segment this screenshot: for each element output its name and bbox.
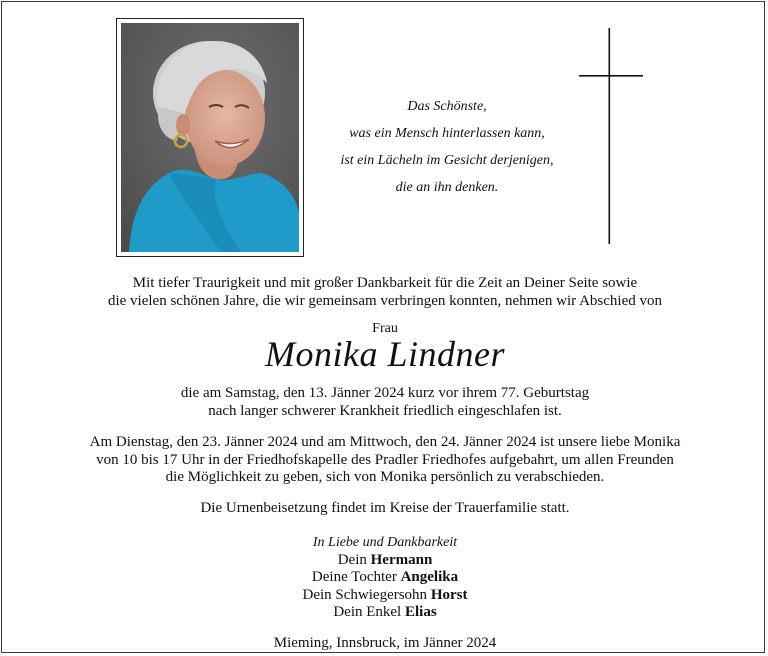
- death-notice-line: die am Samstag, den 13. Jänner 2024 kurz vor ihrem 77. Geburtstag: [180, 385, 590, 401]
- cross-icon: [579, 28, 645, 244]
- mourner-name: Angelika: [400, 569, 459, 585]
- intro-text: [2, 275, 768, 310]
- service-line: die Möglichkeit zu geben, sich von Monika persönlich zu verabschieden.: [165, 469, 605, 485]
- mourner-relation: Dein: [337, 551, 367, 568]
- quote-line: ist ein Lächeln im Gesicht derjenigen,: [340, 153, 554, 168]
- intro-line: Mit tiefer Traurigkeit und mit großer Dankbarkeit für die Zeit an Deiner Seite sowie: [132, 275, 638, 291]
- death-notice: [2, 385, 768, 420]
- mourner-relation: Deine Tochter: [311, 569, 397, 585]
- deceased-name: Monika Lindner: [265, 334, 505, 374]
- mourner-relation: Dein Enkel: [333, 604, 402, 620]
- quote-line: die an ihn denken.: [395, 180, 499, 195]
- place-date: Mieming, Innsbruck, im Jänner 2024: [273, 635, 497, 651]
- mourner-line: [2, 604, 768, 622]
- mourner-name: Hermann: [370, 551, 433, 568]
- deceased-title: Frau: [372, 321, 398, 336]
- service-notice: [2, 434, 768, 487]
- mourner-relation: Dein Schwiegersohn: [302, 586, 428, 603]
- mourner-name: Horst: [430, 586, 468, 603]
- portrait-photo: [121, 23, 299, 252]
- obituary-card: [1, 1, 765, 653]
- intro-line: die vielen schönen Jahre, die wir gemeinsam verbringen konnten, nehmen wir Abschied von: [107, 292, 662, 309]
- mourner-line: [2, 569, 768, 587]
- quote-line: was ein Mensch hinterlassen kann,: [349, 126, 545, 141]
- mourner-line: [2, 552, 768, 570]
- quote-block: [302, 93, 592, 201]
- signature-block: [2, 534, 768, 622]
- service-line: von 10 bis 17 Uhr in der Friedhofskapelle des Pradler Friedhofes aufgebahrt, um allen Freunden: [96, 451, 674, 468]
- mourner-line: [2, 587, 768, 605]
- portrait-illustration: [121, 23, 299, 252]
- portrait-frame: [116, 18, 304, 257]
- service-line: Am Dienstag, den 23. Jänner 2024 und am Mittwoch, den 24. Jänner 2024 ist unsere liebe Monika: [89, 434, 681, 450]
- mourner-name: Elias: [404, 604, 437, 620]
- urn-notice: Die Urnenbeisetzung findet im Kreise der Trauerfamilie statt.: [200, 500, 570, 516]
- death-notice-line: nach langer schwerer Krankheit friedlich eingeschlafen ist.: [208, 402, 562, 419]
- quote-line: Das Schönste,: [407, 99, 487, 114]
- signature-lead: In Liebe und Dankbarkeit: [312, 535, 458, 550]
